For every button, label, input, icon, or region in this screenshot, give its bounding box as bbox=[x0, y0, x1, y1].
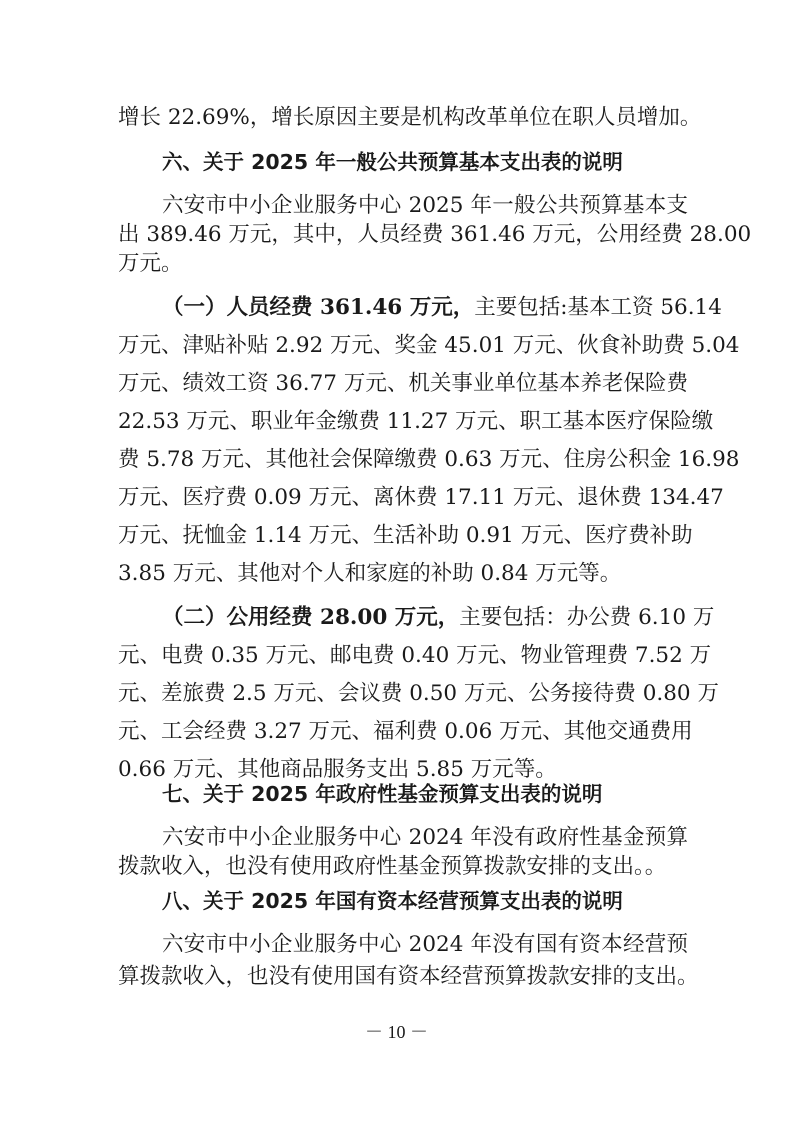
subheading-personnel-expense: （一）人员经费 361.46 万元， bbox=[162, 295, 475, 320]
paragraph-line: 元、电费 0.35 万元、邮电费 0.40 万元、物业管理费 7.52 万 bbox=[118, 643, 712, 668]
paragraph-line: 万元、医疗费 0.09 万元、离休费 17.11 万元、退休费 134.47 bbox=[118, 485, 724, 510]
paragraph-line: 3.85 万元、其他对个人和家庭的补助 0.84 万元等。 bbox=[118, 561, 622, 586]
paragraph-line: 万元、抚恤金 1.14 万元、生活补助 0.91 万元、医疗费补助 bbox=[118, 523, 693, 548]
paragraph-line: 出 389.46 万元，其中，人员经费 361.46 万元，公用经费 28.00 bbox=[118, 222, 752, 247]
paragraph-line: 元、差旅费 2.5 万元、会议费 0.50 万元、公务接待费 0.80 万 bbox=[118, 681, 719, 706]
section-heading-8: 八、关于 2025 年国有资本经营预算支出表的说明 bbox=[162, 889, 623, 913]
paragraph-line: 六安市中小企业服务中心 2024 年没有政府性基金预算 bbox=[162, 825, 688, 850]
paragraph-line: 算拨款收入，也没有使用国有资本经营预算拨款安排的支出。 bbox=[118, 964, 699, 989]
section-heading-7: 七、关于 2025 年政府性基金预算支出表的说明 bbox=[162, 782, 603, 806]
page-number: － 10 － bbox=[365, 1022, 428, 1042]
text-segment: 主要包括：办公费 6.10 万 bbox=[459, 605, 715, 630]
paragraph-line: 拨款收入，也没有使用政府性基金预算拨款安排的支出。。 bbox=[118, 854, 667, 879]
section-heading-6: 六、关于 2025 年一般公共预算基本支出表的说明 bbox=[162, 150, 623, 174]
paragraph-line: 增长 22.69%，增长原因主要是机构改革单位在职人员增加。 bbox=[118, 105, 702, 130]
paragraph-line: 0.66 万元、其他商品服务支出 5.85 万元等。 bbox=[118, 757, 557, 782]
paragraph-line bbox=[162, 603, 715, 633]
paragraph-line: 费 5.78 万元、其他社会保障缴费 0.63 万元、住房公积金 16.98 bbox=[118, 447, 740, 472]
paragraph-line: 万元、绩效工资 36.77 万元、机关事业单位基本养老保险费 bbox=[118, 371, 688, 396]
paragraph-line: 元、工会经费 3.27 万元、福利费 0.06 万元、其他交通费用 bbox=[118, 719, 693, 744]
paragraph-line: 六安市中小企业服务中心 2024 年没有国有资本经营预 bbox=[162, 932, 688, 957]
paragraph-line bbox=[162, 293, 722, 323]
subheading-public-expense: （二）公用经费 28.00 万元， bbox=[162, 605, 460, 630]
paragraph-line: 22.53 万元、职业年金缴费 11.27 万元、职工基本医疗保险缴 bbox=[118, 409, 714, 434]
text-segment: 主要包括:基本工资 56.14 bbox=[474, 295, 722, 320]
paragraph-line: 万元。 bbox=[118, 251, 183, 276]
paragraph-line: 六安市中小企业服务中心 2025 年一般公共预算基本支 bbox=[162, 193, 688, 218]
paragraph-line: 万元、津贴补贴 2.92 万元、奖金 45.01 万元、伙食补助费 5.04 bbox=[118, 333, 740, 358]
